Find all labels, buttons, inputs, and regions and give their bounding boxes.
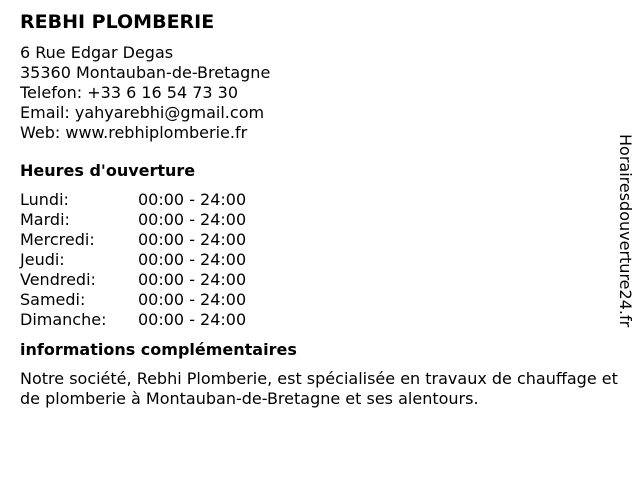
hours-row-tuesday bbox=[20, 210, 632, 230]
business-card bbox=[20, 10, 632, 409]
time-range: 00:00 - 24:00 bbox=[138, 210, 247, 229]
phone-line: Telefon: +33 6 16 54 73 30 bbox=[20, 83, 239, 102]
time-range: 00:00 - 24:00 bbox=[138, 250, 247, 269]
email-line: Email: yahyarebhi@gmail.com bbox=[20, 103, 265, 122]
hours-table bbox=[20, 190, 632, 330]
day-label: Samedi: bbox=[20, 290, 86, 309]
day-label: Mardi: bbox=[20, 210, 70, 229]
address-city: 35360 Montauban-de-Bretagne bbox=[20, 63, 271, 82]
hours-heading: Heures d'ouverture bbox=[20, 161, 196, 180]
info-text: Notre société, Rebhi Plomberie, est spécialisée en travaux de chauffage et de plomberie à Montauban-de-Bretagne et ses alentours. bbox=[20, 369, 618, 408]
address-street: 6 Rue Edgar Degas bbox=[20, 43, 174, 62]
day-label: Lundi: bbox=[20, 190, 69, 209]
hours-row-sunday bbox=[20, 310, 632, 330]
hours-row-monday bbox=[20, 190, 632, 210]
day-label: Jeudi: bbox=[20, 250, 65, 269]
time-range: 00:00 - 24:00 bbox=[138, 190, 247, 209]
time-range: 00:00 - 24:00 bbox=[138, 230, 247, 249]
time-range: 00:00 - 24:00 bbox=[138, 270, 247, 289]
info-heading: informations complémentaires bbox=[20, 340, 297, 359]
day-label: Vendredi: bbox=[20, 270, 96, 289]
time-range: 00:00 - 24:00 bbox=[138, 310, 247, 329]
hours-row-friday bbox=[20, 270, 632, 290]
hours-row-wednesday bbox=[20, 230, 632, 250]
web-line: Web: www.rebhiplomberie.fr bbox=[20, 123, 248, 142]
day-label: Dimanche: bbox=[20, 310, 107, 329]
day-label: Mercredi: bbox=[20, 230, 95, 249]
time-range: 00:00 - 24:00 bbox=[138, 290, 247, 309]
business-name: REBHI PLOMBERIE bbox=[20, 11, 215, 33]
hours-row-saturday bbox=[20, 290, 632, 310]
site-watermark-label: Horairesdouverture24.fr bbox=[616, 134, 635, 328]
hours-row-thursday bbox=[20, 250, 632, 270]
